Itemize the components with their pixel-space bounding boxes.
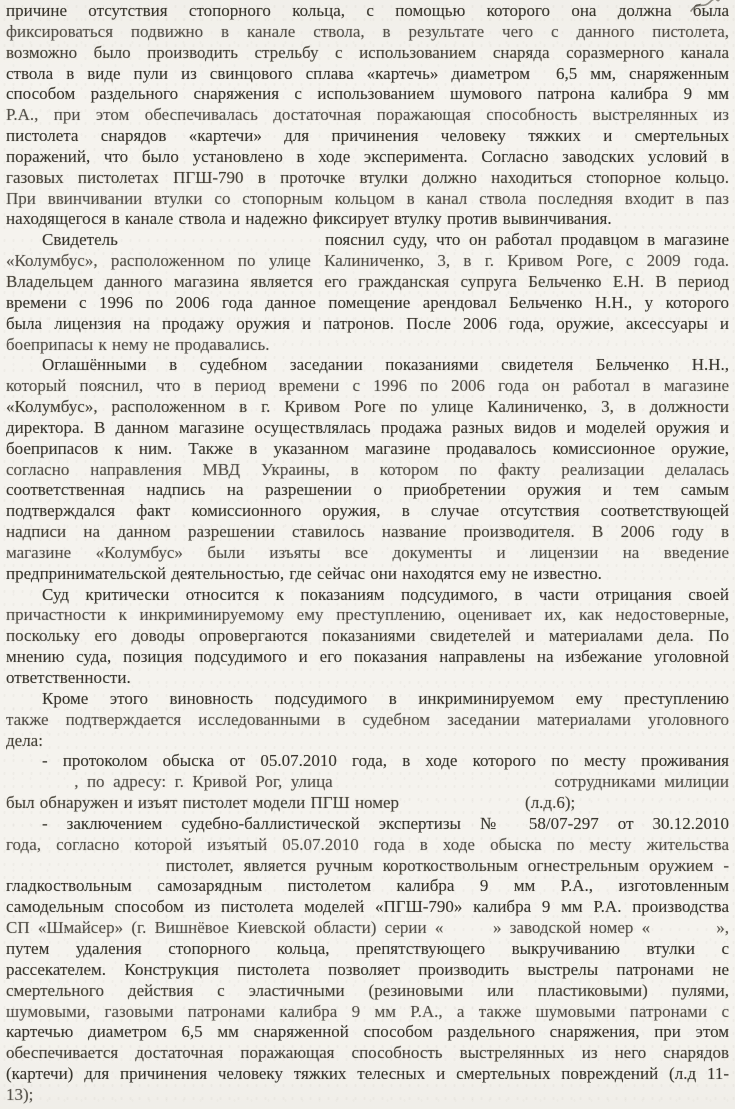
text-line: поражений, что было установлено в ходе эксперимента. Согласно заводских условий в [6,146,729,166]
text-line: Суд критически относится к показаниям подсудимого, в части отрицания своей [42,584,729,604]
text-line: директора. В данном магазине осуществлялась продажа разных видов и моделей оружия и [6,417,729,437]
text-line: фиксироваться подвижно в канале ствола, в результате чего с данного пистолета, [6,21,729,41]
text-line: подтверждался факт комиссионного оружия, в случае отсутствия соответствующей [6,501,729,521]
text-line: шумовыми, газовыми патронами калибра 9 мм Р.А., а также шумовыми патронами с [6,1001,729,1021]
text-line: (картечи) для причинения человеку тяжких телесных и смертельных повреждений (л.д 11- [6,1064,729,1084]
text-line: был обнаружен и изъят пистолет модели ПГШ номер (л.д.6); [6,793,576,813]
text-line: Владельцем данного магазина является его гражданская супруга Бельченко Е.Н. В период [6,271,729,291]
text-line: причине отсутствия стопорного кольца, с помощью которого она должна была [6,1,729,20]
text-line: обеспечивается достаточная поражающая способность выстрелянных из него снарядов [6,1043,729,1063]
text-line: гладкоствольным самозарядным пистолетом калибра 9 мм Р.А., изготовленным [6,876,729,896]
text-line: Р.А., при этом обеспечивалась достаточная поражающая способность выстрелянных из [6,105,729,125]
text-line: Свидетель пояснил суду, что он работал продавцом в магазине [42,230,729,250]
text-line: года, согласно которой изъятый 05.07.2010 года в ходе обыска по месту жительства [6,834,729,854]
text-line: времени с 1996 по 2006 года данное помещение арендовал Бельченко Н.Н., у которого [6,292,729,312]
text-line: газовых пистолетах ПГШ-790 в проточке втулки должно находиться стопорное кольцо. [6,167,729,187]
text-line: находящегося в канале ствола и надежно фиксирует втулку против вывинчивания. [6,209,612,229]
text-line: картечью диаметром 6,5 мм снаряженной способом раздельного снаряжения, при этом [6,1022,729,1042]
text-line: ствола в виде пули из свинцового сплава «картечь» диаметром 6,5 мм, снаряженным [6,63,729,83]
text-line: - протоколом обыска от 05.07.2010 года, в ходе которого по месту проживания [42,751,729,771]
paragraph [6,751,729,814]
text-line: была лицензия на продажу оружия и патронов. После 2006 года, оружие, аксессуары и [6,313,729,333]
text-line: , по адресу: г. Кривой Рог, улица сотрудниками милиции [6,772,729,792]
text-line: Оглашёнными в судебном заседании показаниями свидетеля Бельченко Н.Н., [42,355,729,375]
text-line: боеприпасов к ним. Также в указанном магазине продавалось комиссионное оружие, [6,438,729,458]
text-line: «Колумбус», расположенном по улице Калиниченко, 3, в г. Кривом Роге, с 2009 года. [6,251,729,271]
text-line: самодельным способом из пистолета моделей «ПГШ-790» калибра 9 мм Р.А. производства [6,897,729,917]
text-line: возможно было производить стрельбу с использованием снаряда соразмерного канала [6,42,729,62]
text-line: - заключением судебно-баллистической экспертизы № 58/07-297 от 30.12.2010 [42,813,729,833]
text-line: рассекателем. Конструкция пистолета позволяет производить выстрелы патронами не [6,959,729,979]
text-line: также подтверждается исследованными в судебном заседании материалами уголовного [6,709,729,729]
text-line: согласно направления МВД Украины, в котором по факту реализации делалась [6,459,729,479]
paragraph [6,230,729,355]
text-line: причастности к инкриминируемому ему преступлению, оценивает их, как недостоверные, [6,605,729,625]
text-line: пистолет, является ручным короткоствольным огнестрельным оружием - [6,855,729,875]
text-line: путем удаления стопорного кольца, препятствующего выкручиванию втулки с [6,938,729,958]
text-line: боеприпасы к нему не продавались. [6,334,270,354]
text-line: дела: [6,730,43,750]
text-line: пистолета снарядов «картечи» для причинения человеку тяжких и смертельных [6,126,729,146]
text-line: смертельного действия с эластичными (резиновыми или пластиковыми) пулями, [6,980,729,1000]
text-line: предпринимательской деятельностью, где сейчас они находятся ему не известно. [6,563,602,583]
text-line: СП «Шмайсер» (г. Вишнёвое Киевской области) серии « » заводской номер « », [6,918,729,938]
text-line: Кроме этого виновность подсудимого в инкриминируемом ему преступлению [42,688,729,708]
paragraph [6,814,729,1106]
text-line: надписи на данном разрешении ставилось название производителя. В 2006 году в [6,522,729,542]
text-line: При ввинчивании втулки со стопорным кольцом в канал ствола последняя входит в паз [6,188,729,208]
text-line: мнению суда, позиция подсудимого и его показания направлены на избежание уголовной [6,647,729,667]
paragraph [6,585,729,689]
text-line: поскольку его доводы опровергаются показаниями свидетелей и материалами дела. По [6,626,729,646]
text-line: 13); [6,1084,34,1104]
paragraph [6,689,729,752]
text-line: магазине «Колумбус» были изъяты все документы и лицензии на введение [6,542,729,562]
text-line: способом раздельного снаряжения с использованием шумового патрона калибра 9 мм [6,84,729,104]
paragraph [6,1,729,230]
text-line: «Колумбус», расположенном в г. Кривом Роге по улице Калиниченко, 3, в должности [6,397,729,417]
text-line: соответственная надпись на разрешении о приобретении оружия и тем самым [6,480,729,500]
paragraph [6,355,729,584]
text-line: ответственности. [6,668,131,687]
text-line: который пояснил, что в период времени с 1996 по 2006 года он работал в магазине [6,376,729,396]
